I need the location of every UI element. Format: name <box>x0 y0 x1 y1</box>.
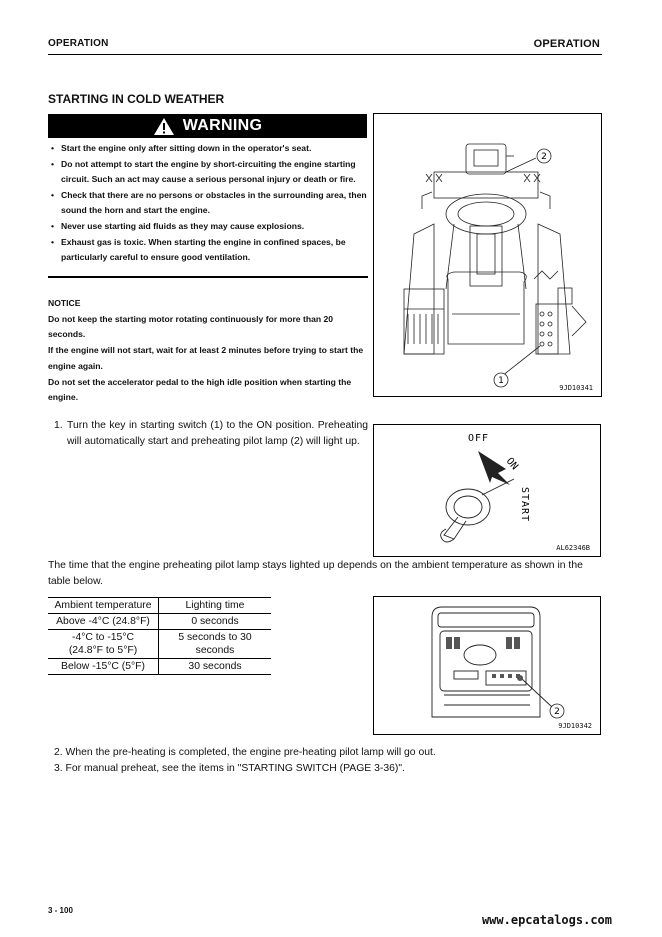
step-1-number: 1. <box>54 420 63 431</box>
header-left: OPERATION <box>48 38 109 49</box>
warning-triangle-icon <box>153 117 175 136</box>
table-row <box>48 614 271 630</box>
cab-illustration <box>374 114 601 396</box>
warning-item: • Never use starting aid fluids as they may cause explosions. <box>48 219 368 235</box>
header-rule <box>48 54 602 55</box>
notice-line: If the engine will not start, wait for at least 2 minutes before trying to start the engine again. <box>48 345 364 371</box>
table-row <box>48 630 271 659</box>
key-switch-illustration <box>374 425 600 556</box>
table-header-row <box>48 598 271 614</box>
step-1 <box>48 418 368 450</box>
switch-off-label: OFF <box>468 433 490 444</box>
page-number: 3 - 100 <box>48 906 73 915</box>
table-cell: Below -15°C (5°F) <box>48 659 159 675</box>
cab-figure-code: 9JD10341 <box>559 384 593 392</box>
step-1-text: Turn the key in starting switch (1) to the ON position. Preheating will automatically start and preheating pilot lamp (2) will light up. <box>67 420 368 448</box>
steps-list <box>48 745 603 776</box>
table-cell: 0 seconds <box>159 614 272 630</box>
table-cell: 5 seconds to 30 seconds <box>159 630 272 659</box>
table-row <box>48 659 271 675</box>
table-header-cell: Ambient temperature <box>48 598 159 614</box>
notice-line: Do not set the accelerator pedal to the high idle position when starting the engine. <box>48 376 352 403</box>
watermark-url: www.epcatalogs.com <box>481 913 612 927</box>
header-right: OPERATION <box>533 38 600 50</box>
preheat-table <box>48 597 271 675</box>
notice-block <box>48 296 368 406</box>
warning-item: • Start the engine only after sitting down in the operator's seat. <box>48 141 368 157</box>
warning-list <box>48 141 368 266</box>
table-header-cell: Lighting time <box>159 598 272 614</box>
lamp-duration-paragraph: The time that the engine preheating pilot lamp stays lighted up depends on the ambient temperature as shown in the table below. <box>48 560 583 587</box>
panel-figure <box>373 596 601 735</box>
cab-figure <box>373 113 602 397</box>
notice-title: NOTICE <box>48 298 81 308</box>
switch-figure <box>373 424 601 557</box>
switch-on-label: ON <box>503 455 520 473</box>
warning-item: • Check that there are no persons or obstacles in the surrounding area, then sound the horn and start the engine. <box>48 188 368 219</box>
panel-callout-2: 2 <box>554 707 560 717</box>
panel-figure-code: 9JD10342 <box>558 722 592 730</box>
warning-label: WARNING <box>182 117 263 134</box>
warning-bar <box>48 114 367 138</box>
section-title: STARTING IN COLD WEATHER <box>48 92 225 106</box>
step-item: 3. For manual preheat, see the items in "STARTING SWITCH (PAGE 3-36)". <box>54 762 405 774</box>
cab-callout-2: 2 <box>541 152 547 162</box>
table-cell: Above -4°C (24.8°F) <box>48 614 159 630</box>
warning-item: • Do not attempt to start the engine by short-circuiting the engine starting circuit. Such an act may cause a serious personal injury or death or fire. <box>48 157 368 188</box>
warning-item: • Exhaust gas is toxic. When starting the engine in confined spaces, be particularly careful to ensure good ventilation. <box>48 235 368 266</box>
switch-figure-code: AL62346B <box>556 544 590 552</box>
table-cell: -4°C to -15°C (24.8°F to 5°F) <box>48 630 159 659</box>
cab-callout-1: 1 <box>498 376 504 386</box>
warning-rule <box>48 276 368 278</box>
switch-start-label: START <box>519 487 530 523</box>
monitor-panel-illustration <box>374 597 600 734</box>
step-item: 2. When the pre-heating is completed, the engine pre-heating pilot lamp will go out. <box>54 747 436 758</box>
table-cell: 30 seconds <box>159 659 272 675</box>
notice-line: Do not keep the starting motor rotating continuously for more than 20 seconds. <box>48 313 334 340</box>
